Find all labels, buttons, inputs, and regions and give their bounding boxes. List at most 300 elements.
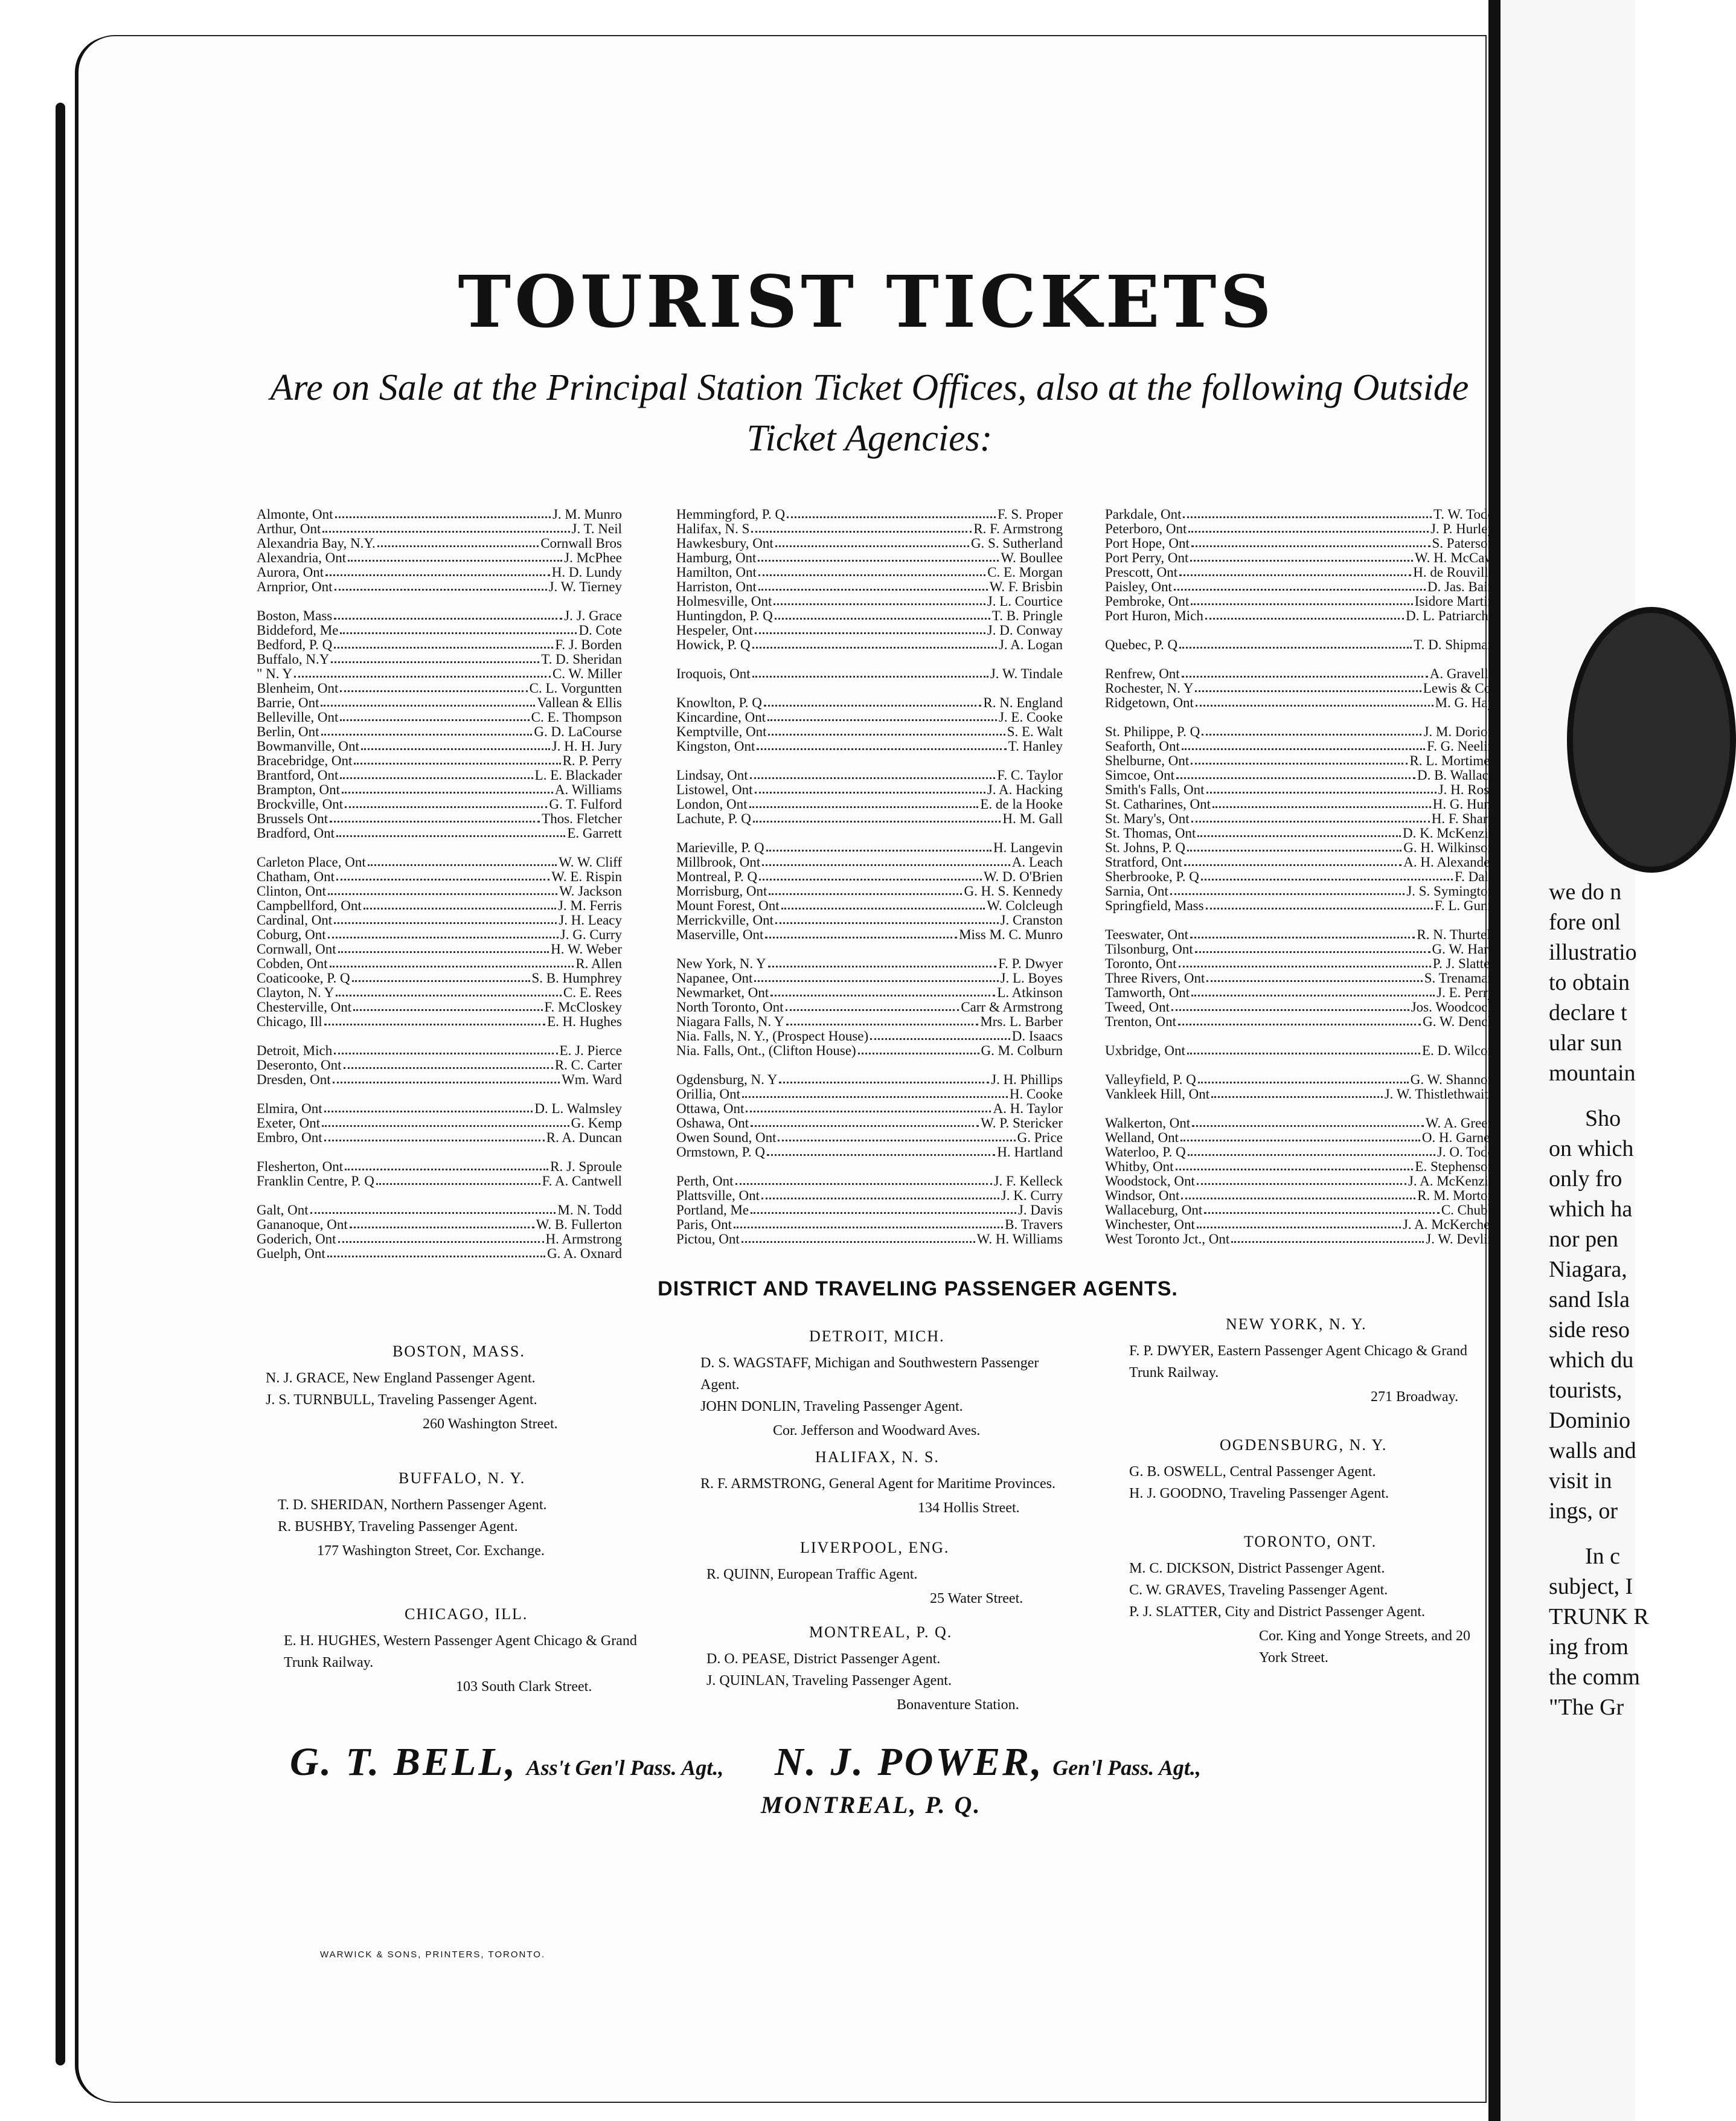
agency-agent: J. A. McKenzie xyxy=(1408,1173,1494,1189)
leader-dots xyxy=(335,580,547,591)
agency-agent: E. H. Hughes xyxy=(547,1014,622,1029)
agency-row xyxy=(257,1058,622,1073)
agency-agent: H. F. Sharp xyxy=(1431,811,1494,826)
office-person: G. B. OSWELL, Central Passenger Agent. xyxy=(1129,1464,1376,1480)
agency-agent: D. L. Walmsley xyxy=(534,1101,622,1116)
agency-row xyxy=(676,594,1063,609)
agency-row xyxy=(1105,899,1494,913)
leader-dots xyxy=(324,1131,545,1141)
agency-place: Shelburne, Ont xyxy=(1105,753,1190,768)
leader-dots xyxy=(334,913,557,924)
agency-agent: D. K. McKenzie xyxy=(1402,826,1494,841)
agency-row xyxy=(1105,812,1494,826)
office-detroit xyxy=(700,1326,1087,1442)
leader-dots xyxy=(767,710,997,721)
leader-dots xyxy=(331,652,539,663)
leader-dots xyxy=(742,1087,1008,1098)
leader-dots xyxy=(1191,812,1430,823)
office-city: BUFFALO, N. Y. xyxy=(399,1469,526,1487)
page-title: TOURIST TICKETS xyxy=(458,260,1275,344)
agency-column-middle xyxy=(676,507,1063,1261)
agency-row xyxy=(676,725,1063,739)
agency-agent: Lewis & Co. xyxy=(1423,681,1494,696)
leader-dots xyxy=(338,942,549,953)
agency-row xyxy=(1105,696,1494,710)
leader-dots xyxy=(350,1218,534,1228)
agency-row xyxy=(676,551,1063,565)
agency-row xyxy=(257,623,622,638)
leader-dots xyxy=(322,1116,569,1127)
agency-row xyxy=(257,826,622,841)
facing-page-text: Sho xyxy=(1585,1106,1621,1131)
agency-place: Rochester, N. Y xyxy=(1105,681,1194,696)
agency-place: Aurora, Ont xyxy=(257,565,324,580)
agency-place: Embro, Ont xyxy=(257,1130,322,1145)
leader-dots xyxy=(342,783,553,794)
agency-place: " N. Y xyxy=(257,666,293,681)
agency-place: North Toronto, Ont xyxy=(676,1000,784,1015)
agency-row xyxy=(1105,522,1494,536)
leader-dots xyxy=(1183,507,1431,518)
agency-place: St. Johns, P. Q xyxy=(1105,840,1185,855)
agency-place: Plattsville, Ont xyxy=(676,1188,760,1203)
agency-row xyxy=(257,942,622,957)
leader-dots xyxy=(1201,870,1453,881)
office-person: J. S. TURNBULL, Traveling Passenger Agent. xyxy=(266,1392,537,1408)
agency-agent: G. Price xyxy=(1017,1130,1063,1145)
leader-dots xyxy=(1231,1232,1424,1243)
facing-page-text: the comm xyxy=(1549,1664,1640,1690)
agency-place: Hamburg, Ont xyxy=(676,550,757,565)
facing-page-text: Dominio xyxy=(1549,1408,1631,1433)
office-address: Cor. Jefferson and Woodward Aves. xyxy=(773,1423,981,1439)
agency-agent: J. G. Curry xyxy=(560,927,622,942)
agency-place: Halifax, N. S xyxy=(676,521,750,536)
agency-row xyxy=(257,652,622,667)
agency-agent: T. B. Pringle xyxy=(991,608,1063,623)
agency-place: Arnprior, Ont xyxy=(257,579,333,594)
agency-place: Cardinal, Ont xyxy=(257,913,333,928)
agency-place: Hemmingford, P. Q xyxy=(676,507,786,522)
agency-place: Blenheim, Ont xyxy=(257,681,339,696)
leader-dots xyxy=(328,884,557,895)
agency-row xyxy=(676,870,1063,884)
leader-dots xyxy=(340,710,529,721)
agency-place: Ormstown, P. Q xyxy=(676,1144,765,1160)
agency-row xyxy=(257,899,622,913)
facing-page-text: side reso xyxy=(1549,1317,1630,1343)
leader-dots xyxy=(1181,1189,1415,1199)
leader-dots xyxy=(779,1073,989,1083)
agency-agent: G. S. Sutherland xyxy=(970,536,1063,551)
agency-group xyxy=(1105,1073,1494,1102)
agency-place: Chesterville, Ont xyxy=(257,1000,352,1015)
agency-agent: E. J. Pierce xyxy=(559,1043,622,1058)
leader-dots xyxy=(1171,1000,1409,1011)
office-address: Cor. King and Yonge Streets, and 20 York Street. xyxy=(1259,1628,1470,1666)
leader-dots xyxy=(334,609,562,620)
leader-dots xyxy=(348,551,562,562)
agency-row xyxy=(1105,855,1494,870)
agency-agent: G. H. Wilkinson xyxy=(1403,840,1494,855)
agency-place: Nia. Falls, N. Y., (Prospect House) xyxy=(676,1028,869,1044)
agency-row xyxy=(257,812,622,826)
agency-group xyxy=(676,1174,1063,1247)
agency-agent: D. Isaacs xyxy=(1011,1028,1063,1044)
agency-place: Barrie, Ont xyxy=(257,695,319,710)
agency-agent: F. L. Gunn xyxy=(1434,898,1494,913)
agency-group xyxy=(1105,725,1494,913)
agency-row xyxy=(1105,1131,1494,1145)
leader-dots xyxy=(364,899,556,910)
facing-page-text: illustratio xyxy=(1549,940,1637,965)
agency-agent: R. Allen xyxy=(575,956,622,971)
leader-dots xyxy=(1191,536,1430,547)
agency-place: Brockville, Ont xyxy=(257,797,344,812)
agency-agent: G. M. Colburn xyxy=(981,1043,1063,1058)
leader-dots xyxy=(294,667,551,678)
agency-place: Vankleek Hill, Ont xyxy=(1105,1086,1210,1102)
agency-group xyxy=(257,1044,622,1087)
agency-place: Brampton, Ont xyxy=(257,782,340,797)
agency-agent: R. N. Thurtell xyxy=(1417,927,1494,942)
agency-row xyxy=(676,623,1063,638)
agency-agent: W. B. Fullerton xyxy=(536,1217,622,1232)
agency-place: Alexandria, Ont xyxy=(257,550,347,565)
agency-agent: W. Colcleugh xyxy=(987,898,1063,913)
agency-agent: C. Chubb xyxy=(1441,1202,1494,1218)
leader-dots xyxy=(1205,609,1404,620)
agency-place: Campbellford, Ont xyxy=(257,898,362,913)
leader-dots xyxy=(376,1174,540,1185)
agency-group xyxy=(1105,638,1494,652)
office-buffalo xyxy=(278,1468,664,1562)
agency-place: Walkerton, Ont xyxy=(1105,1115,1191,1131)
agency-agent: R. A. Duncan xyxy=(546,1130,622,1145)
leader-dots xyxy=(1196,696,1433,707)
agency-agent: J. K. Curry xyxy=(1001,1188,1063,1203)
printer-imprint: WARWICK & SONS, PRINTERS, TORONTO. xyxy=(320,1949,546,1960)
leader-dots xyxy=(751,522,972,533)
agency-row xyxy=(676,536,1063,551)
agency-row xyxy=(676,1029,1063,1044)
agency-place: Quebec, P. Q xyxy=(1105,637,1178,652)
district-agents-heading: DISTRICT AND TRAVELING PASSENGER AGENTS. xyxy=(658,1277,1178,1300)
agency-place: Clinton, Ont xyxy=(257,884,327,899)
agency-agent: G. T. Fulford xyxy=(549,797,622,812)
office-person: J. QUINLAN, Traveling Passenger Agent. xyxy=(706,1673,952,1689)
leader-dots xyxy=(1191,986,1435,996)
leader-dots xyxy=(361,739,550,750)
agency-place: Detroit, Mich xyxy=(257,1043,333,1058)
agency-group xyxy=(1105,667,1494,710)
agency-place: Coaticooke, P. Q xyxy=(257,971,350,986)
agency-place: Goderich, Ont xyxy=(257,1231,336,1247)
agency-place: Prescott, Ont xyxy=(1105,565,1178,580)
agency-place: West Toronto Jct., Ont xyxy=(1105,1231,1230,1247)
footer-city: MONTREAL, P. Q. xyxy=(761,1791,982,1818)
agency-row xyxy=(676,1116,1063,1131)
agency-place: Cobden, Ont xyxy=(257,956,328,971)
agency-place: Alexandria Bay, N.Y. xyxy=(257,536,376,551)
leader-dots xyxy=(752,667,988,678)
agency-row xyxy=(1105,739,1494,754)
agency-row xyxy=(676,768,1063,783)
agency-group xyxy=(257,1102,622,1145)
agency-agent: J. H. Phillips xyxy=(991,1072,1063,1087)
agency-place: Sarnia, Ont xyxy=(1105,884,1168,899)
leader-dots xyxy=(1179,957,1431,967)
agency-agent: G. W. Hare xyxy=(1432,942,1494,957)
agency-group xyxy=(1105,928,1494,1029)
leader-dots xyxy=(764,696,982,707)
leader-dots xyxy=(749,797,979,808)
agency-agent: W. Jackson xyxy=(559,884,622,899)
agency-agent: H. D. Lundy xyxy=(551,565,622,580)
office-address: 177 Washington Street, Cor. Exchange. xyxy=(317,1543,545,1559)
agency-place: Bowmanville, Ont xyxy=(257,739,359,754)
agency-place: Carleton Place, Ont xyxy=(257,855,366,870)
agency-row xyxy=(257,725,622,739)
leader-dots xyxy=(781,899,985,910)
agency-agent: A. Leach xyxy=(1011,855,1063,870)
agency-agent: J. Davis xyxy=(1017,1202,1063,1218)
agency-row xyxy=(257,1232,622,1247)
agency-place: St. Philippe, P. Q xyxy=(1105,724,1200,739)
agency-agent: H. Hartland xyxy=(997,1144,1063,1160)
leader-dots xyxy=(1197,1174,1406,1185)
agency-agent: J. Cranston xyxy=(1000,913,1063,928)
agency-row xyxy=(1105,580,1494,594)
agency-row xyxy=(257,1174,622,1189)
agency-row xyxy=(257,913,622,928)
agency-row xyxy=(676,1203,1063,1218)
agency-place: Welland, Ont xyxy=(1105,1130,1179,1145)
leader-dots xyxy=(735,1174,992,1185)
leader-dots xyxy=(758,551,999,562)
office-person: M. C. DICKSON, District Passenger Agent. xyxy=(1129,1561,1385,1576)
agency-place: Teeswater, Ont xyxy=(1105,927,1188,942)
agency-row xyxy=(257,783,622,797)
agency-place: Sherbrooke, P. Q xyxy=(1105,869,1199,884)
agency-place: Kincardine, Ont xyxy=(676,710,766,725)
leader-dots xyxy=(758,565,985,576)
agency-agent: A. Gravelle xyxy=(1429,666,1494,681)
leader-dots xyxy=(1176,1160,1414,1170)
agency-place: Belleville, Ont xyxy=(257,710,339,725)
agency-agent: J. A. Logan xyxy=(998,637,1063,652)
leader-dots xyxy=(1178,1015,1421,1025)
agency-agent: W. P. Stericker xyxy=(981,1115,1063,1131)
agency-group xyxy=(1105,1116,1494,1247)
agency-agent: G. W. Dench xyxy=(1423,1014,1494,1029)
agency-group xyxy=(257,1203,622,1261)
leader-dots xyxy=(1206,971,1422,982)
agency-row xyxy=(1105,1015,1494,1029)
agency-place: Nia. Falls, Ont., (Clifton House) xyxy=(676,1043,856,1058)
agency-row xyxy=(676,1073,1063,1087)
agency-row xyxy=(676,522,1063,536)
agency-group xyxy=(257,855,622,1029)
agency-agent: J. A. Hacking xyxy=(987,782,1063,797)
agency-row xyxy=(676,884,1063,899)
agency-agent: F. C. Taylor xyxy=(997,768,1063,783)
agency-agent: F. J. Borden xyxy=(555,637,622,652)
agency-agent: R. J. Sproule xyxy=(550,1159,622,1174)
leader-dots xyxy=(750,768,996,779)
leader-dots xyxy=(775,913,999,924)
agency-place: Millbrook, Ont xyxy=(676,855,761,870)
agency-group xyxy=(676,768,1063,826)
agency-row xyxy=(1105,797,1494,812)
leader-dots xyxy=(321,696,535,707)
agency-row xyxy=(257,1116,622,1131)
agency-place: Hamilton, Ont xyxy=(676,565,757,580)
facing-page-text: In c xyxy=(1585,1544,1621,1569)
agency-row xyxy=(1105,725,1494,739)
facing-page-text: walls and xyxy=(1549,1438,1636,1463)
leader-dots xyxy=(1192,1116,1424,1127)
agency-row xyxy=(257,1102,622,1116)
agency-row xyxy=(1105,1116,1494,1131)
page-subtitle: Are on Sale at the Principal Station Ticket Offices, also at the following Outside Ticket Agencies: xyxy=(270,367,1469,459)
agency-place: Woodstock, Ont xyxy=(1105,1173,1195,1189)
agency-row xyxy=(1105,841,1494,855)
agency-agent: Mrs. L. Barber xyxy=(980,1014,1063,1029)
agency-row xyxy=(257,739,622,754)
agency-place: Bedford, P. Q xyxy=(257,637,333,652)
agency-agent: J. W. Devlin xyxy=(1426,1231,1494,1247)
agency-agent: R. F. Armstrong xyxy=(973,521,1063,536)
agency-agent: S. Paterson xyxy=(1432,536,1494,551)
agency-row xyxy=(257,1131,622,1145)
book-left-edge xyxy=(56,103,65,2065)
agency-row xyxy=(676,841,1063,855)
agency-row xyxy=(257,957,622,971)
office-address: 271 Broadway. xyxy=(1371,1389,1459,1405)
leader-dots xyxy=(1198,1073,1409,1083)
agency-place: Tweed, Ont xyxy=(1105,1000,1170,1015)
agency-agent: R. L. Mortimer xyxy=(1409,753,1494,768)
agency-agent: C. E. Rees xyxy=(563,985,622,1000)
agency-agent: F. A. Cantwell xyxy=(542,1173,622,1189)
agency-row xyxy=(676,1218,1063,1232)
agency-place: Orillia, Ont xyxy=(676,1086,741,1102)
agency-agent: R. M. Morton xyxy=(1417,1188,1494,1203)
agency-place: Ogdensburg, N. Y xyxy=(676,1072,778,1087)
leader-dots xyxy=(752,638,997,649)
leader-dots xyxy=(1184,855,1401,866)
agency-agent: W. H. McCaw xyxy=(1414,550,1494,565)
agency-agent: J. T. Neil xyxy=(571,521,622,536)
agency-agent: Thos. Fletcher xyxy=(542,811,622,826)
agency-agent: F. G. Neelin xyxy=(1427,739,1494,754)
agency-agent: J. W. Thistlethwaite xyxy=(1384,1086,1494,1102)
facing-page-text: mountain xyxy=(1549,1060,1636,1086)
office-city: BOSTON, MASS. xyxy=(392,1343,525,1360)
agency-place: Almonte, Ont xyxy=(257,507,333,522)
leader-dots xyxy=(775,609,990,620)
office-person: C. W. GRAVES, Traveling Passenger Agent. xyxy=(1129,1582,1388,1598)
agency-place: Peterboro, Ont xyxy=(1105,521,1187,536)
agency-place: Port Hope, Ont xyxy=(1105,536,1190,551)
agency-row xyxy=(257,928,622,942)
agency-group xyxy=(676,957,1063,1058)
agency-row xyxy=(1105,942,1494,957)
agency-place: Marieville, P. Q xyxy=(676,840,764,855)
leader-dots xyxy=(1187,841,1401,852)
office-person: R. QUINN, European Traffic Agent. xyxy=(706,1567,918,1582)
leader-dots xyxy=(766,841,991,852)
agency-agent: O. H. Garner xyxy=(1421,1130,1494,1145)
agency-row xyxy=(257,638,622,652)
agency-row xyxy=(1105,551,1494,565)
agency-row xyxy=(257,855,622,870)
leader-dots xyxy=(1179,638,1412,649)
leader-dots xyxy=(762,855,1010,866)
agency-agent: G. A. Oxnard xyxy=(547,1246,622,1261)
agency-row xyxy=(1105,565,1494,580)
agency-agent: J. A. McKercher xyxy=(1402,1217,1494,1232)
agency-place: Kingston, Ont xyxy=(676,739,755,754)
agency-place: Maserville, Ont xyxy=(676,927,764,942)
agency-agent: J. W. Tierney xyxy=(548,579,622,594)
agency-row xyxy=(257,696,622,710)
agency-agent: W. F. Brisbin xyxy=(989,579,1063,594)
leader-dots xyxy=(1174,580,1426,591)
agency-place: Renfrew, Ont xyxy=(1105,666,1180,681)
agency-agent: J. S. Symington xyxy=(1406,884,1494,899)
agency-place: Iroquois, Ont xyxy=(676,666,751,681)
agency-group xyxy=(676,1073,1063,1160)
agency-row xyxy=(1105,971,1494,986)
agency-row xyxy=(676,783,1063,797)
agency-row xyxy=(1105,1087,1494,1102)
agency-agent: Miss M. C. Munro xyxy=(959,927,1063,942)
agency-row xyxy=(1105,783,1494,797)
agency-row xyxy=(257,565,622,580)
leader-dots xyxy=(340,623,577,634)
agency-row xyxy=(1105,928,1494,942)
agency-row xyxy=(1105,638,1494,652)
agency-place: Portland, Me xyxy=(676,1202,749,1218)
office-person: F. P. DWYER, Eastern Passenger Agent Chicago & Grand Trunk Railway. xyxy=(1129,1343,1467,1381)
agency-row xyxy=(1105,1218,1494,1232)
agency-agent: Wm. Ward xyxy=(562,1072,622,1087)
leader-dots xyxy=(755,623,985,634)
agency-agent: E. de la Hooke xyxy=(980,797,1063,812)
agency-row xyxy=(1105,1073,1494,1087)
agency-row xyxy=(257,986,622,1000)
agency-row xyxy=(257,1218,622,1232)
agency-place: Port Perry, Ont xyxy=(1105,550,1189,565)
agency-row xyxy=(676,1015,1063,1029)
agency-agent: J. H. Leacy xyxy=(559,913,622,928)
agency-agent: F. S. Proper xyxy=(997,507,1063,522)
agency-place: Brantford, Ont xyxy=(257,768,339,783)
leader-dots xyxy=(1204,1203,1440,1214)
agency-agent: G. Kemp xyxy=(571,1115,622,1131)
agency-agent: F. Dale xyxy=(1455,869,1494,884)
leader-dots xyxy=(858,1044,979,1054)
agency-group xyxy=(676,841,1063,942)
agency-row xyxy=(1105,667,1494,681)
agency-row xyxy=(1105,507,1494,522)
agency-agent: W. W. Cliff xyxy=(559,855,622,870)
agency-row xyxy=(257,1073,622,1087)
leader-dots xyxy=(768,957,997,967)
office-person: R. BUSHBY, Traveling Passenger Agent. xyxy=(278,1519,518,1535)
